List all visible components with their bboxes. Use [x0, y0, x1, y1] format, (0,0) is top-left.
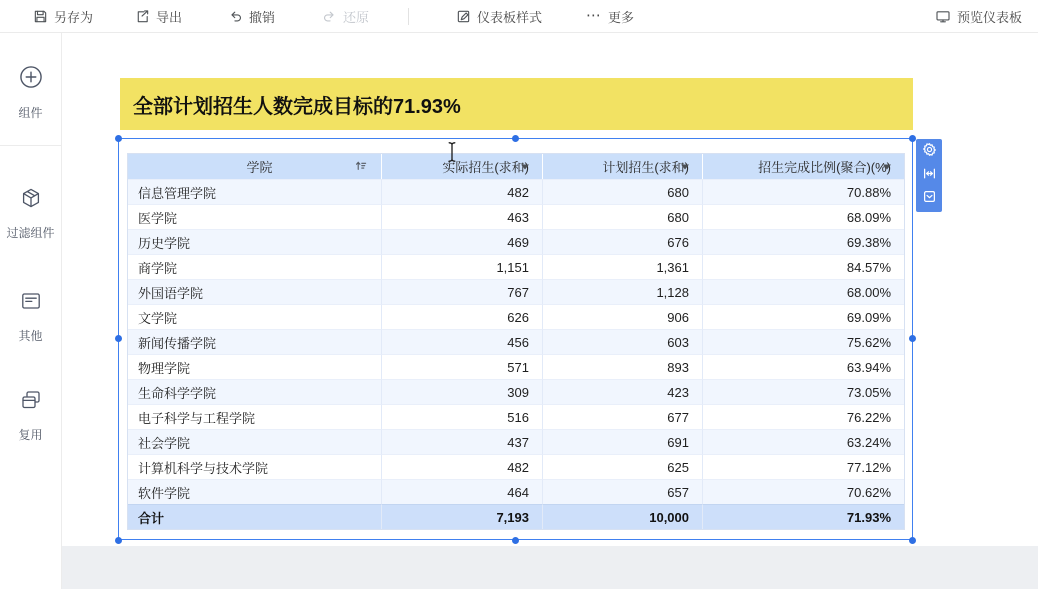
value-cell[interactable]: 309: [382, 379, 543, 404]
table-row: [128, 229, 904, 254]
college-cell[interactable]: 计算机科学与技术学院: [128, 454, 382, 479]
preview-dashboard-button[interactable]: [935, 0, 1022, 32]
value-cell[interactable]: 482: [382, 454, 543, 479]
monitor-icon: [935, 9, 951, 24]
value-cell[interactable]: 1,128: [543, 279, 703, 304]
value-cell[interactable]: 463: [382, 204, 543, 229]
left-sidebar: [0, 33, 62, 589]
college-cell[interactable]: 外国语学院: [128, 279, 382, 304]
sidebar-item-reuse[interactable]: [0, 388, 61, 443]
college-cell[interactable]: 信息管理学院: [128, 179, 382, 204]
value-cell[interactable]: 464: [382, 479, 543, 504]
column-header-college[interactable]: [128, 154, 382, 179]
resize-handle-bottom-center[interactable]: [512, 537, 519, 544]
value-cell[interactable]: 469: [382, 229, 543, 254]
college-cell[interactable]: 物理学院: [128, 354, 382, 379]
value-cell[interactable]: 76.22%: [703, 404, 904, 429]
college-cell[interactable]: 生命科学学院: [128, 379, 382, 404]
table-row: [128, 304, 904, 329]
table-body: [128, 179, 904, 504]
column-header-actual[interactable]: [382, 154, 543, 179]
dashboard-style-button[interactable]: [456, 0, 542, 32]
plus-circle-icon: [18, 64, 44, 95]
table-row: [128, 404, 904, 429]
collapse-icon: [922, 189, 937, 209]
undo-button[interactable]: [228, 0, 275, 32]
duplicate-icon: [19, 388, 43, 417]
table-row: [128, 479, 904, 504]
title-widget[interactable]: [120, 78, 913, 130]
more-label: 更多: [608, 9, 635, 25]
college-cell[interactable]: 电子科学与工程学院: [128, 404, 382, 429]
toolbar-divider: [408, 8, 409, 25]
value-cell[interactable]: 437: [382, 429, 543, 454]
redo-button[interactable]: [322, 0, 369, 32]
sidebar-label-reuse: 复用: [18, 428, 43, 442]
college-cell[interactable]: 商学院: [128, 254, 382, 279]
note-icon: [19, 289, 43, 318]
value-cell[interactable]: 906: [543, 304, 703, 329]
value-cell[interactable]: 68.00%: [703, 279, 904, 304]
resize-handle-top-left[interactable]: [115, 135, 122, 142]
resize-handle-mid-left[interactable]: [115, 335, 122, 342]
value-cell[interactable]: 680: [543, 179, 703, 204]
value-cell[interactable]: 626: [382, 304, 543, 329]
table-row: [128, 379, 904, 404]
sidebar-label-components: 组件: [18, 106, 43, 120]
value-cell[interactable]: 68.09%: [703, 204, 904, 229]
export-icon: [135, 9, 150, 24]
value-cell[interactable]: 680: [543, 204, 703, 229]
dropdown-caret-icon[interactable]: [681, 164, 689, 169]
sort-icon[interactable]: [354, 159, 368, 175]
value-cell[interactable]: 69.38%: [703, 229, 904, 254]
more-icon: ⋯: [586, 7, 602, 24]
college-cell[interactable]: 医学院: [128, 204, 382, 229]
gear-icon: [922, 142, 937, 162]
value-cell[interactable]: 767: [382, 279, 543, 304]
resize-handle-top-center[interactable]: [512, 135, 519, 142]
college-cell[interactable]: 软件学院: [128, 479, 382, 504]
column-label: 实际招生(求和): [442, 160, 529, 175]
value-cell[interactable]: 657: [543, 479, 703, 504]
column-label: 计划招生(求和): [602, 160, 689, 175]
undo-icon: [228, 9, 243, 24]
fit-width-icon: [922, 166, 937, 186]
table-row: [128, 179, 904, 204]
college-cell[interactable]: 新闻传播学院: [128, 329, 382, 354]
value-cell[interactable]: 70.62%: [703, 479, 904, 504]
value-cell[interactable]: 676: [543, 229, 703, 254]
resize-handle-bottom-right[interactable]: [909, 537, 916, 544]
college-cell[interactable]: 文学院: [128, 304, 382, 329]
value-cell[interactable]: 63.24%: [703, 429, 904, 454]
sidebar-label-other: 其他: [18, 329, 43, 343]
total-ratio-cell[interactable]: 71.93%: [703, 504, 904, 529]
value-cell[interactable]: 70.88%: [703, 179, 904, 204]
sidebar-item-filter-components[interactable]: [0, 186, 61, 241]
more-button[interactable]: [586, 0, 634, 32]
value-cell[interactable]: 603: [543, 329, 703, 354]
dropdown-caret-icon[interactable]: [883, 164, 891, 169]
style-icon: [456, 9, 471, 24]
widget-toolbar: [916, 139, 942, 212]
college-cell[interactable]: 历史学院: [128, 229, 382, 254]
college-cell[interactable]: 社会学院: [128, 429, 382, 454]
resize-handle-mid-right[interactable]: [909, 335, 916, 342]
table-row: [128, 354, 904, 379]
sidebar-item-other[interactable]: [0, 289, 61, 344]
table-row: [128, 279, 904, 304]
table-header: [128, 154, 904, 179]
undo-label: 撤销: [249, 9, 276, 25]
table-row: [128, 254, 904, 279]
total-actual-cell[interactable]: 7,193: [382, 504, 543, 529]
value-cell[interactable]: 75.62%: [703, 329, 904, 354]
value-cell[interactable]: 571: [382, 354, 543, 379]
table-total-row: [128, 504, 904, 529]
widget-fit-width-button[interactable]: [919, 166, 939, 186]
export-label: 导出: [156, 9, 183, 25]
sidebar-item-components[interactable]: [0, 64, 61, 121]
value-cell[interactable]: 1,151: [382, 254, 543, 279]
dashboard-style-label: 仪表板样式: [477, 9, 543, 25]
save-as-label: 另存为: [54, 9, 94, 25]
banner-title: 全部计划招生人数完成目标的71.93%: [133, 95, 461, 118]
value-cell[interactable]: 423: [543, 379, 703, 404]
column-label: 招生完成比例(聚合)(%): [758, 160, 891, 175]
sidebar-label-filter-components: 过滤组件: [6, 226, 55, 240]
value-cell[interactable]: 1,361: [543, 254, 703, 279]
widget-collapse-button[interactable]: [919, 189, 939, 209]
table-row: [128, 454, 904, 479]
table-row: [128, 429, 904, 454]
value-cell[interactable]: 482: [382, 179, 543, 204]
redo-label: 还原: [343, 9, 370, 25]
resize-handle-top-right[interactable]: [909, 135, 916, 142]
value-cell[interactable]: 893: [543, 354, 703, 379]
value-cell[interactable]: 677: [543, 404, 703, 429]
value-cell[interactable]: 456: [382, 329, 543, 354]
value-cell[interactable]: 69.09%: [703, 304, 904, 329]
top-toolbar: [0, 0, 1038, 33]
export-button[interactable]: [135, 0, 182, 32]
value-cell[interactable]: 77.12%: [703, 454, 904, 479]
resize-handle-bottom-left[interactable]: [115, 537, 122, 544]
save-as-button[interactable]: [33, 0, 93, 32]
redo-icon: [322, 9, 337, 24]
sidebar-divider: [0, 145, 61, 146]
table-row: [128, 329, 904, 354]
column-header-ratio[interactable]: [703, 154, 904, 179]
value-cell[interactable]: 625: [543, 454, 703, 479]
value-cell[interactable]: 63.94%: [703, 354, 904, 379]
value-cell[interactable]: 516: [382, 404, 543, 429]
total-planned-cell[interactable]: 10,000: [543, 504, 703, 529]
value-cell[interactable]: 73.05%: [703, 379, 904, 404]
column-label: 学院: [246, 160, 273, 175]
value-cell[interactable]: 691: [543, 429, 703, 454]
value-cell[interactable]: 84.57%: [703, 254, 904, 279]
table-widget[interactable]: [127, 153, 905, 530]
table-row: [128, 204, 904, 229]
preview-label: 预览仪表板: [956, 9, 1022, 25]
cube-icon: [19, 186, 43, 215]
total-label-cell[interactable]: 合计: [128, 504, 382, 529]
save-icon: [33, 9, 48, 24]
column-header-planned[interactable]: [543, 154, 703, 179]
widget-settings-button[interactable]: [919, 142, 939, 162]
dropdown-caret-icon[interactable]: [521, 164, 529, 169]
